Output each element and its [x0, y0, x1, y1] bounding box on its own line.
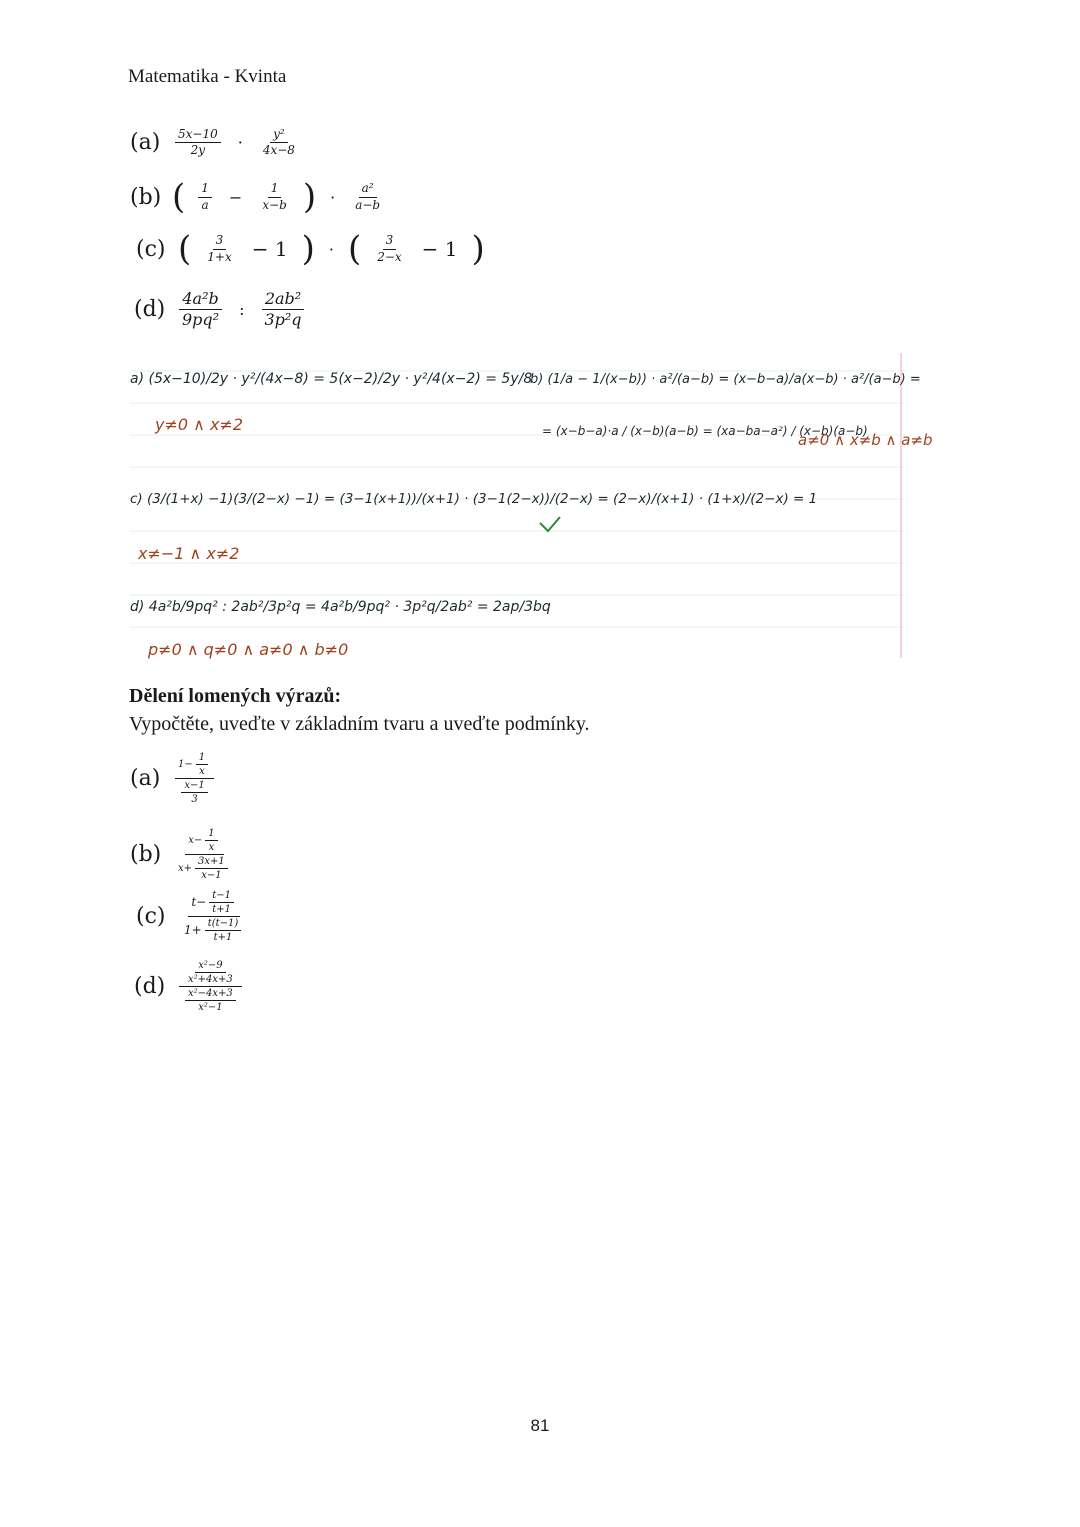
exercise-d: (d) $\frac{\text{4a²b}}{\text{9pq²}}$ : $\frac{\text{2ab²}}{\text{3p²q}}$ [134, 290, 308, 328]
check-mark [540, 517, 560, 531]
section-instructions: Vypočtěte, uveďte v základním tvaru a uveďte podmínky. [129, 713, 590, 735]
exercise-label: (c) [136, 236, 166, 262]
solution-a: a) (5x−10)/2y · y²/(4x−8) = 5(x−2)/2y · y²/4(x−2) = 5y/8 [130, 371, 533, 387]
division-exercise-c: (c) t− $\frac{t-1}{t+1}$ 1+ $\frac{t(t-1)}{t+1}$ [136, 890, 250, 943]
exercise-label: (a) [130, 766, 161, 791]
exercise-c: (c) ( $\frac{3}{1+x}$ − 1 ) · ( $\frac{3}{2-x}$ − 1 ) [136, 229, 485, 269]
conditions-c: x≠−1 ∧ x≠2 [138, 544, 240, 563]
solution-b-line2: = (x−b−a)·a / (x−b)(a−b) = (xa−ba−a²) / (x−b)(a−b) [542, 424, 868, 438]
conditions-b: a≠0 ∧ x≠b ∧ a≠b [798, 431, 933, 449]
exercise-label: (b) [130, 184, 162, 210]
exercise-label: (d) [134, 296, 166, 322]
solution-d: d) 4a²b/9pq² : 2ab²/3p²q = 4a²b/9pq² · 3p²q/2ab² = 2ap/3bq [130, 599, 551, 615]
division-exercise-d: (d) $\frac{\frac{\text{x²−9}}{\text{x²+4x+3}}}{\frac{\text{x²−4x+3}}{\text{x²−1}}}$ [134, 960, 245, 1013]
exercise-a: (a) $\frac{5x-10}{2y}$ · $\frac{\text{y²}}{4x-8}$ [130, 127, 295, 158]
conditions-d: p≠0 ∧ q≠0 ∧ a≠0 ∧ b≠0 [148, 640, 349, 659]
exercise-label: (b) [130, 842, 162, 867]
section-title: Dělení lomených výrazů: [129, 685, 342, 707]
page-header: Matematika - Kvinta [128, 66, 287, 87]
exercise-label: (d) [134, 974, 166, 999]
handwritten-solutions [130, 353, 933, 659]
solution-b-line1: b) (1/a − 1/(x−b)) · a²/(a−b) = (x−b−a)/a(x−b) · a²/(a−b) = [530, 372, 921, 387]
conditions-a: y≠0 ∧ x≠2 [155, 415, 243, 434]
division-exercise-a: (a) 1− $\frac{1}{x}$ $\frac{x-1}{3}$ [130, 752, 217, 805]
division-exercise-b: (b) x− $\frac{1}{x}$ x+ $\frac{3x+1}{x-1}$ [130, 828, 237, 881]
exercise-label: (c) [136, 904, 166, 929]
solution-c: c) (3/(1+x) −1)(3/(2−x) −1) = (3−1(x+1))/(x+1) · (3−1(2−x))/(2−x) = (2−x)/(x+1) · (1+x)/(2−x) = 1 [130, 491, 818, 507]
page-number: 81 [530, 1416, 550, 1435]
exercise-b: (b) ( $\frac{1}{a}$ − $\frac{1}{x-b}$ ) · $\frac{\text{a²}}{a-b}$ [130, 177, 381, 217]
exercise-label: (a) [130, 130, 161, 156]
